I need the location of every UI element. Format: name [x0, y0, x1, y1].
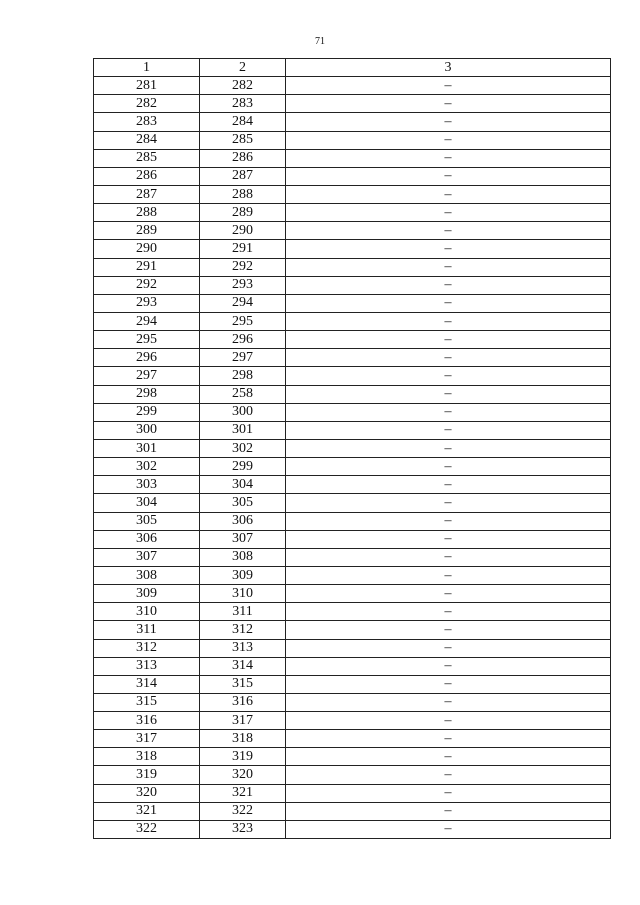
table-cell-col-3: – [286, 748, 611, 766]
table-cell-col-2: 288 [200, 185, 286, 203]
table-cell-col-2: 321 [200, 784, 286, 802]
table-cell-col-1: 290 [94, 240, 200, 258]
table-row [94, 657, 611, 675]
table-cell-col-2: 282 [200, 77, 286, 95]
table-cell-col-3: – [286, 331, 611, 349]
table-row [94, 566, 611, 584]
table-cell-col-3: – [286, 512, 611, 530]
table-cell-col-3: – [286, 530, 611, 548]
table-cell-col-2: 315 [200, 675, 286, 693]
table-cell-col-3: – [286, 276, 611, 294]
table-cell-col-3: – [286, 548, 611, 566]
table-row [94, 476, 611, 494]
table-row [94, 494, 611, 512]
table-cell-col-1: 296 [94, 349, 200, 367]
table-cell-col-3: – [286, 204, 611, 222]
table-row [94, 512, 611, 530]
table-cell-col-3: – [286, 603, 611, 621]
table-cell-col-1: 283 [94, 113, 200, 131]
table-cell-col-3: – [286, 149, 611, 167]
table-row [94, 131, 611, 149]
table-cell-col-3: – [286, 730, 611, 748]
table-cell-col-1: 292 [94, 276, 200, 294]
table-cell-col-1: 301 [94, 439, 200, 457]
table-cell-col-2: 292 [200, 258, 286, 276]
table-cell-col-3: – [286, 185, 611, 203]
table-cell-col-2: 304 [200, 476, 286, 494]
table-row [94, 693, 611, 711]
table-cell-col-2: 287 [200, 167, 286, 185]
table-cell-col-3: – [286, 95, 611, 113]
table-row [94, 766, 611, 784]
table-cell-col-2: 299 [200, 458, 286, 476]
table-cell-col-1: 307 [94, 548, 200, 566]
table-header-row [94, 59, 611, 77]
table-cell-col-2: 305 [200, 494, 286, 512]
table-row [94, 548, 611, 566]
table-cell-col-1: 317 [94, 730, 200, 748]
table-cell-col-2: 302 [200, 439, 286, 457]
table-cell-col-3: – [286, 802, 611, 820]
table-row [94, 675, 611, 693]
table-row [94, 458, 611, 476]
table-row [94, 312, 611, 330]
table-row [94, 621, 611, 639]
header-cell-2: 2 [200, 59, 286, 77]
table-row [94, 439, 611, 457]
table-row [94, 294, 611, 312]
table-cell-col-1: 299 [94, 403, 200, 421]
table-cell-col-1: 302 [94, 458, 200, 476]
table-cell-col-2: 310 [200, 585, 286, 603]
table-cell-col-1: 303 [94, 476, 200, 494]
table-cell-col-3: – [286, 439, 611, 457]
table-cell-col-2: 293 [200, 276, 286, 294]
page-number: 71 [315, 36, 325, 47]
table-row [94, 784, 611, 802]
table-cell-col-2: 312 [200, 621, 286, 639]
table-cell-col-1: 310 [94, 603, 200, 621]
table-cell-col-2: 297 [200, 349, 286, 367]
table-cell-col-2: 296 [200, 331, 286, 349]
table-row [94, 258, 611, 276]
table-cell-col-2: 284 [200, 113, 286, 131]
table-cell-col-3: – [286, 421, 611, 439]
table-cell-col-1: 287 [94, 185, 200, 203]
table-cell-col-2: 294 [200, 294, 286, 312]
table-cell-col-1: 284 [94, 131, 200, 149]
table-row [94, 331, 611, 349]
table-body [94, 59, 611, 839]
table-cell-col-1: 321 [94, 802, 200, 820]
table-cell-col-2: 283 [200, 95, 286, 113]
table-cell-col-1: 313 [94, 657, 200, 675]
table-cell-col-3: – [286, 621, 611, 639]
table-cell-col-3: – [286, 693, 611, 711]
table-cell-col-3: – [286, 113, 611, 131]
table-cell-col-2: 258 [200, 385, 286, 403]
table-cell-col-1: 282 [94, 95, 200, 113]
table-cell-col-1: 319 [94, 766, 200, 784]
table-cell-col-3: – [286, 258, 611, 276]
header-cell-3: 3 [286, 59, 611, 77]
table-cell-col-1: 314 [94, 675, 200, 693]
table-cell-col-3: – [286, 167, 611, 185]
table-cell-col-1: 305 [94, 512, 200, 530]
table-row [94, 530, 611, 548]
table-cell-col-1: 294 [94, 312, 200, 330]
table-cell-col-2: 314 [200, 657, 286, 675]
table-cell-col-1: 308 [94, 566, 200, 584]
table-cell-col-2: 298 [200, 367, 286, 385]
table-row [94, 167, 611, 185]
table-cell-col-1: 309 [94, 585, 200, 603]
table-cell-col-3: – [286, 476, 611, 494]
table-cell-col-3: – [286, 784, 611, 802]
table-cell-col-3: – [286, 766, 611, 784]
table-cell-col-1: 316 [94, 712, 200, 730]
table-cell-col-3: – [286, 712, 611, 730]
table-cell-col-3: – [286, 639, 611, 657]
table-cell-col-1: 295 [94, 331, 200, 349]
table-cell-col-2: 301 [200, 421, 286, 439]
table-cell-col-1: 322 [94, 820, 200, 838]
table-cell-col-3: – [286, 312, 611, 330]
table-cell-col-1: 300 [94, 421, 200, 439]
table-cell-col-2: 317 [200, 712, 286, 730]
table-cell-col-1: 304 [94, 494, 200, 512]
table-cell-col-1: 315 [94, 693, 200, 711]
table-cell-col-2: 306 [200, 512, 286, 530]
table-cell-col-3: – [286, 294, 611, 312]
table-cell-col-2: 320 [200, 766, 286, 784]
table-row [94, 95, 611, 113]
table-cell-col-3: – [286, 403, 611, 421]
table-cell-col-2: 323 [200, 820, 286, 838]
table-cell-col-1: 297 [94, 367, 200, 385]
table-cell-col-1: 289 [94, 222, 200, 240]
table-cell-col-3: – [286, 77, 611, 95]
table-cell-col-2: 308 [200, 548, 286, 566]
table-row [94, 585, 611, 603]
table-cell-col-3: – [286, 566, 611, 584]
table-row [94, 367, 611, 385]
table-row [94, 730, 611, 748]
table-row [94, 349, 611, 367]
table-cell-col-2: 285 [200, 131, 286, 149]
table-row [94, 149, 611, 167]
table-row [94, 403, 611, 421]
table-cell-col-1: 291 [94, 258, 200, 276]
table-row [94, 748, 611, 766]
table-row [94, 603, 611, 621]
table-cell-col-2: 318 [200, 730, 286, 748]
data-table [93, 58, 611, 839]
table-row [94, 421, 611, 439]
table-row [94, 185, 611, 203]
table-cell-col-2: 291 [200, 240, 286, 258]
table-cell-col-2: 307 [200, 530, 286, 548]
table-cell-col-1: 306 [94, 530, 200, 548]
table-cell-col-3: – [286, 458, 611, 476]
table-cell-col-2: 300 [200, 403, 286, 421]
table-cell-col-2: 286 [200, 149, 286, 167]
table-cell-col-3: – [286, 494, 611, 512]
table-cell-col-3: – [286, 585, 611, 603]
table-row [94, 77, 611, 95]
table-cell-col-1: 293 [94, 294, 200, 312]
table-cell-col-1: 311 [94, 621, 200, 639]
table-cell-col-3: – [286, 675, 611, 693]
table-cell-col-2: 316 [200, 693, 286, 711]
table-row [94, 113, 611, 131]
table-cell-col-1: 281 [94, 77, 200, 95]
table-cell-col-2: 313 [200, 639, 286, 657]
table-cell-col-2: 311 [200, 603, 286, 621]
table-cell-col-3: – [286, 820, 611, 838]
table-cell-col-1: 288 [94, 204, 200, 222]
table-cell-col-3: – [286, 222, 611, 240]
table-row [94, 204, 611, 222]
table-cell-col-3: – [286, 385, 611, 403]
table-cell-col-2: 289 [200, 204, 286, 222]
table-cell-col-3: – [286, 349, 611, 367]
table-cell-col-1: 318 [94, 748, 200, 766]
table-cell-col-2: 295 [200, 312, 286, 330]
header-cell-1: 1 [94, 59, 200, 77]
table-row [94, 802, 611, 820]
table-cell-col-3: – [286, 657, 611, 675]
table-row [94, 385, 611, 403]
table-cell-col-2: 319 [200, 748, 286, 766]
table-cell-col-1: 320 [94, 784, 200, 802]
table-cell-col-1: 285 [94, 149, 200, 167]
table-cell-col-3: – [286, 131, 611, 149]
table-cell-col-2: 290 [200, 222, 286, 240]
table-cell-col-3: – [286, 367, 611, 385]
table-row [94, 639, 611, 657]
table-cell-col-1: 312 [94, 639, 200, 657]
table-row [94, 222, 611, 240]
table-cell-col-2: 309 [200, 566, 286, 584]
table-cell-col-1: 286 [94, 167, 200, 185]
table-cell-col-3: – [286, 240, 611, 258]
table-row [94, 712, 611, 730]
table-row [94, 820, 611, 838]
table-cell-col-1: 298 [94, 385, 200, 403]
table-cell-col-2: 322 [200, 802, 286, 820]
table-row [94, 240, 611, 258]
table-row [94, 276, 611, 294]
